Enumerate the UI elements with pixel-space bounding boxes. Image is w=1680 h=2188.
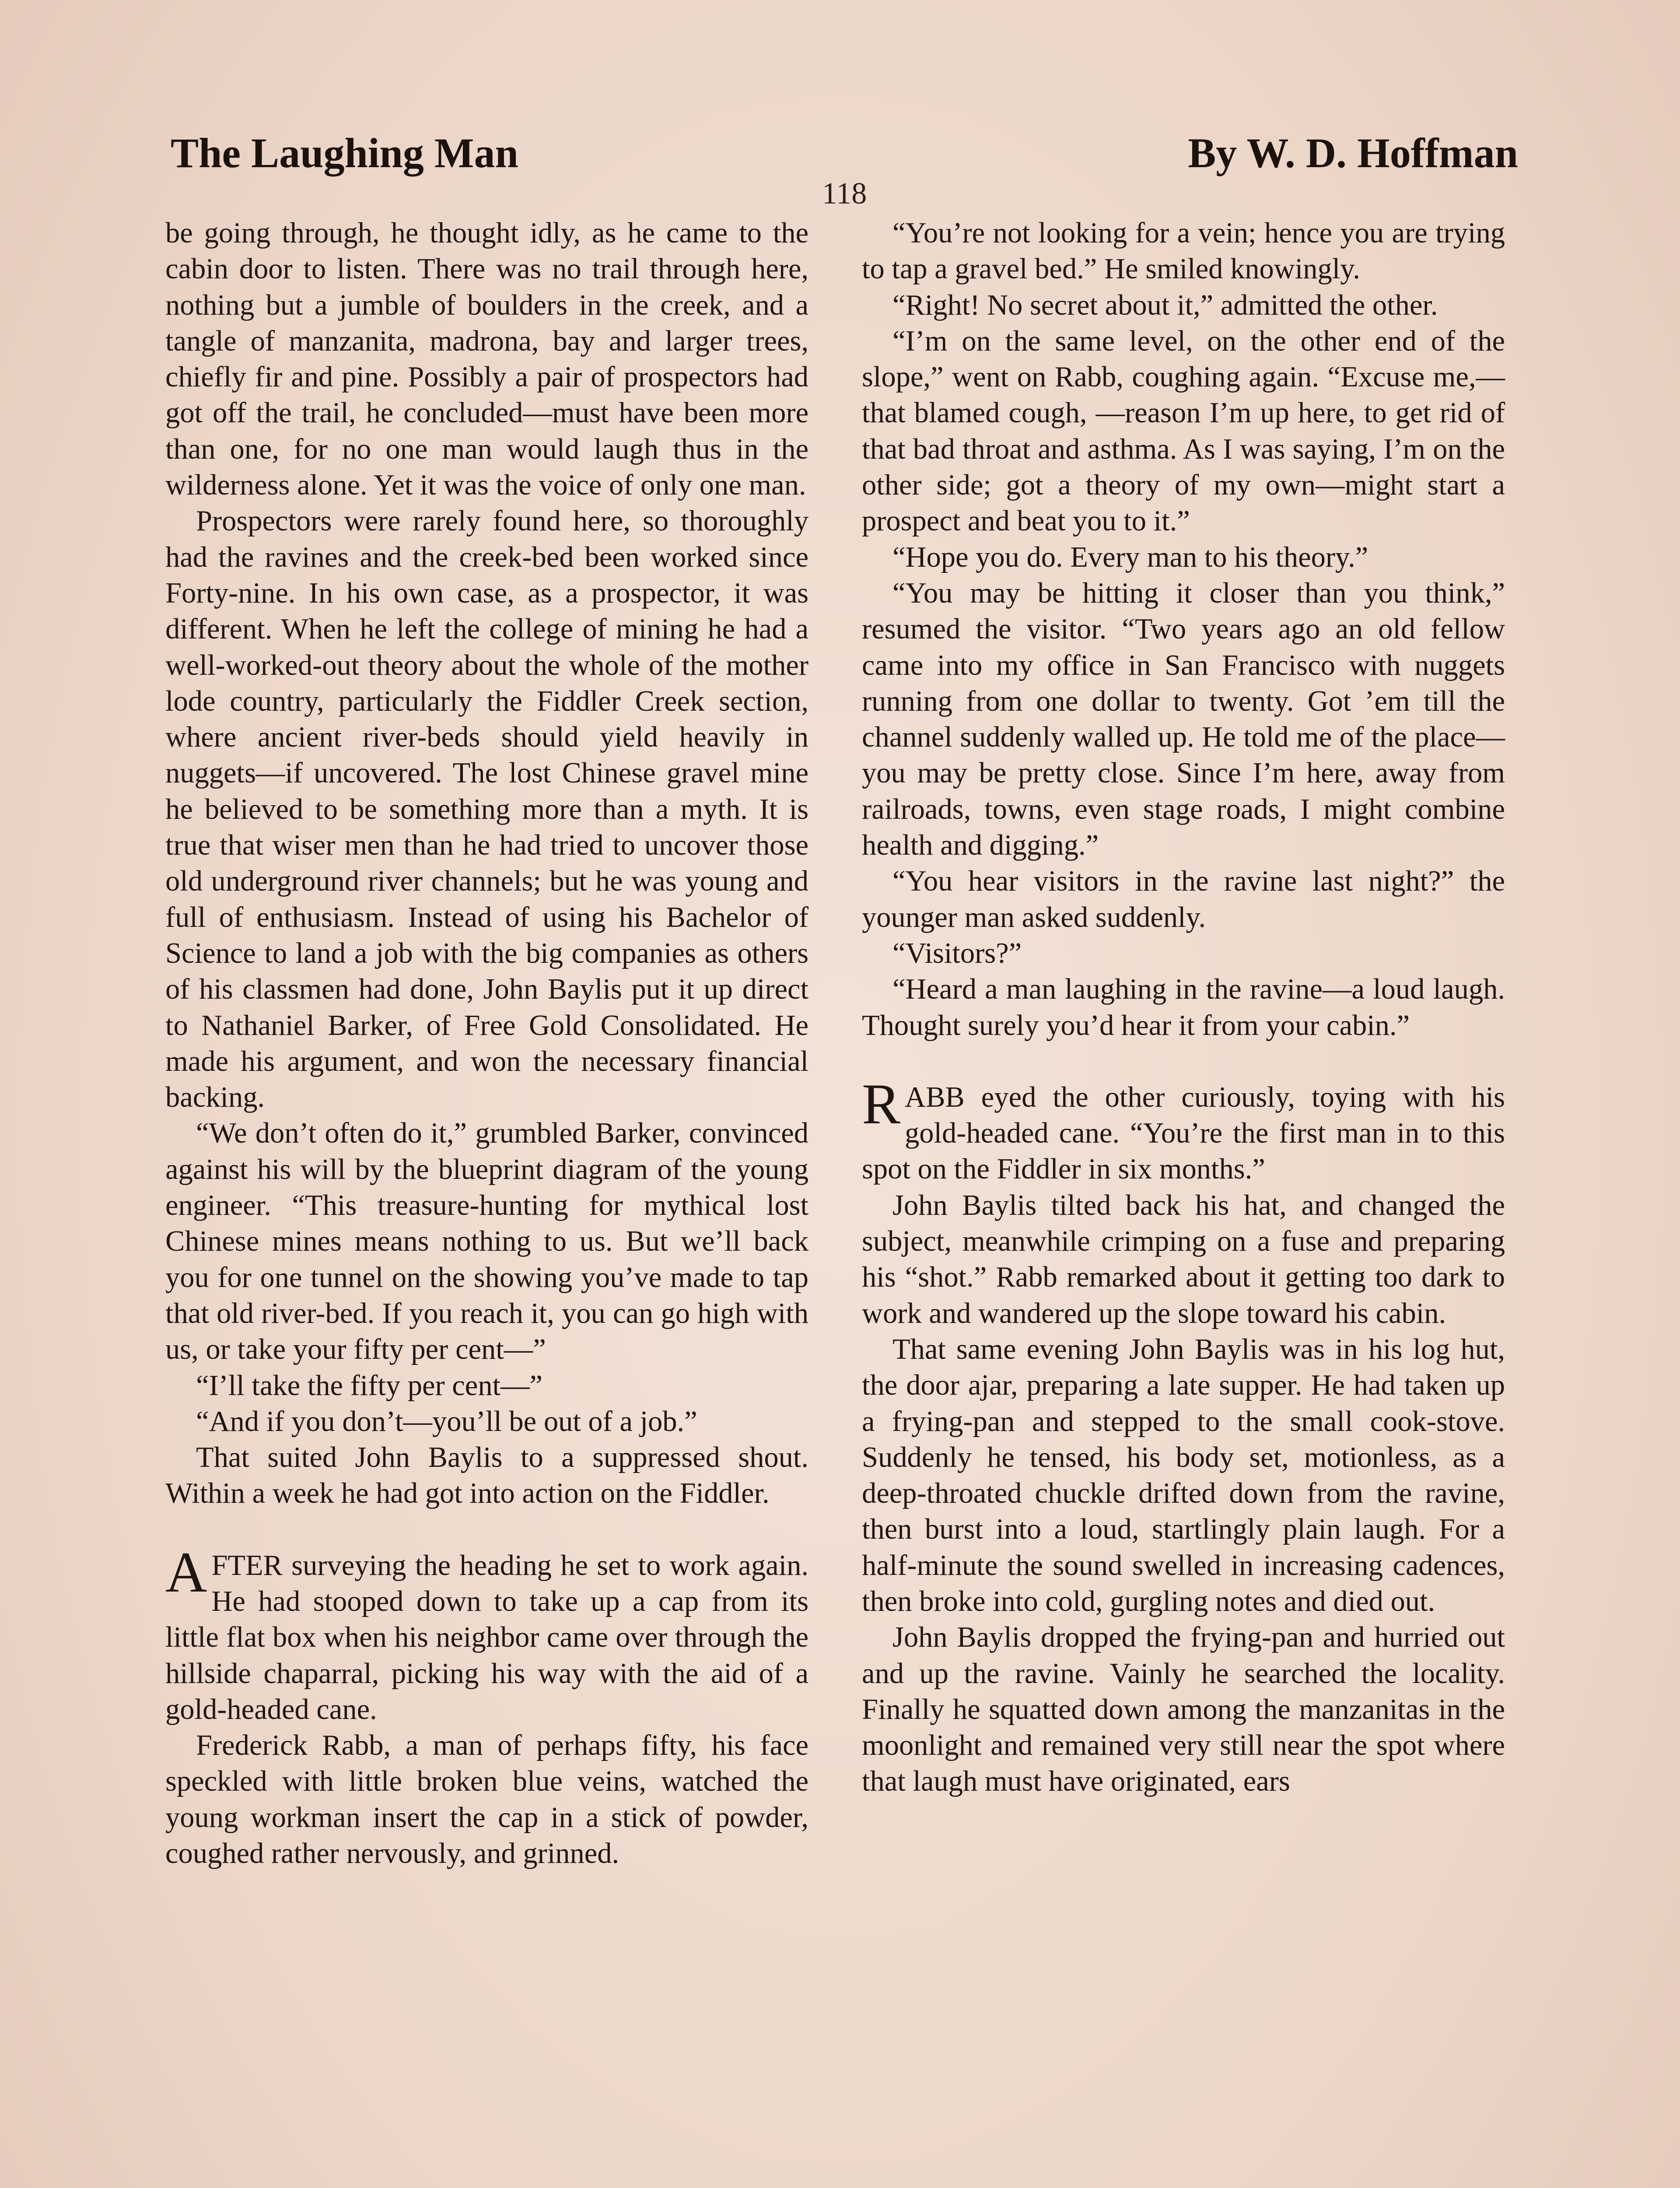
drop-cap: A <box>165 1539 207 1604</box>
drop-cap: R <box>862 1071 901 1136</box>
paragraph: That suited John Baylis to a suppressed shout. Within a week he had got into action on the Fiddler. <box>165 1441 808 1510</box>
paragraph: “I’ll take the fifty per cent—” <box>196 1369 543 1402</box>
paragraph: Prospectors were rarely found here, so thoroughly had the ravines and the creek-bed been worked since Forty-nine. In his own case, as a prospector, it was different. When he left the college of mining he had a well-worked-out theory about the whole of the mother lode country, particularly the Fiddler Creek section, where ancient river-beds should yield heavily in nuggets—if uncovered. The lost Chinese gravel mine he believed to be something more than a myth. It is true that wiser men than he had tried to uncover those old underground river channels; but he was young and full of enthusiasm. Instead of using his Bachelor of Science to land a job with the big companies as others of his classmen had done, John Baylis put it up direct to Nathaniel Barker, of Free Gold Consolidated. He made his argument, and won the necessary financial backing. <box>165 505 808 1114</box>
paragraph: “Visitors?” <box>892 937 1022 969</box>
paragraph-text: ABB eyed the other curiously, toying with his gold-headed cane. “You’re the first man in to this spot on the Fiddler in six months.” <box>862 1081 1505 1185</box>
paragraph: That same evening John Baylis was in his log hut, the door ajar, preparing a late supper. He had taken up a frying-pan and stepped to the small cook-stove. Suddenly he tensed, his body set, motionless, as a deep-throated chuckle drifted down from the ravine, then burst into a loud, startlingly plain laugh. For a half-minute the sound swelled in increasing cadences, then broke into cold, gurgling notes and died out. <box>862 1333 1505 1617</box>
paragraph: John Baylis tilted back his hat, and changed the subject, meanwhile crimping on a fuse and preparing his “shot.” Rabb remarked about it getting too dark to work and wandered up the slope toward his cabin. <box>862 1189 1505 1329</box>
paragraph: “We don’t often do it,” grumbled Barker, convinced against his will by the blueprint diagram of the young engineer. “This treasure-hunting for mythical lost Chinese mines means nothing to us. But we’ll back you for one tunnel on the showing you’ve made to tap that old river-bed. If you reach it, you can go high with us, or take your fifty per cent—” <box>165 1117 808 1366</box>
paragraph: “You may be hitting it closer than you think,” resumed the visitor. “Two years ago an old fellow came into my office in San Francisco with nuggets running from one dollar to twenty. Got ’em till the channel suddenly walled up. He told me of the place—you may be pretty close. Since I’m here, away from railroads, towns, even stage roads, I might combine health and digging.” <box>862 577 1505 862</box>
paragraph: “Heard a man laughing in the ravine—a loud laugh. Thought surely you’d hear it from your cabin.” <box>862 973 1505 1041</box>
paragraph: “Right! No secret about it,” admitted the other. <box>892 289 1438 321</box>
paragraph: “You’re not looking for a vein; hence you are trying to tap a gravel bed.” He smiled knowingly. <box>862 217 1505 285</box>
left-column <box>165 215 808 1872</box>
paragraph-text: FTER surveying the heading he set to work again. He had stooped down to take up a cap from its little flat box when his neighbor came over through the hillside chaparral, picking his way with the aid of a gold-headed cane. <box>165 1549 808 1725</box>
paragraph: John Baylis dropped the frying-pan and hurried out and up the ravine. Vainly he searched the locality. Finally he squatted down among the manzanitas in the moonlight and remained very still near the spot where that laugh must have originated, ears <box>862 1621 1505 1798</box>
story-author: By W. D. Hoffman <box>1188 130 1518 176</box>
paragraph: be going through, he thought idly, as he came to the cabin door to listen. There was no trail through here, nothing but a jumble of boulders in the creek, and a tangle of manzanita, madrona, bay and larger trees, chiefly fir and pine. Possibly a pair of prospectors had got off the trail, he concluded—must have been more than one, for no one man would laugh thus in the wilderness alone. Yet it was the voice of only one man. <box>165 217 808 501</box>
section-paragraph <box>165 1539 808 1728</box>
paragraph: “Hope you do. Every man to his theory.” <box>892 541 1368 573</box>
paragraph: “You hear visitors in the ravine last night?” the younger man asked suddenly. <box>862 865 1505 933</box>
right-column <box>862 215 1505 1800</box>
section-paragraph <box>862 1071 1505 1188</box>
paragraph: “I’m on the same level, on the other end of the slope,” went on Rabb, coughing again. “Excuse me,—that blamed cough, —reason I’m up here, to get rid of that bad throat and asthma. As I was saying, I’m on the other side; got a theory of my own—might start a prospect and beat you to it.” <box>862 325 1505 537</box>
story-title: The Laughing Man <box>171 130 518 176</box>
paragraph: “And if you don’t—you’ll be out of a job.” <box>196 1405 697 1438</box>
page-number: 118 <box>822 177 867 210</box>
paragraph: Frederick Rabb, a man of perhaps fifty, his face speckled with little broken blue veins, watched the young workman insert the cap in a stick of powder, coughed rather nervously, and grinned. <box>165 1729 808 1870</box>
